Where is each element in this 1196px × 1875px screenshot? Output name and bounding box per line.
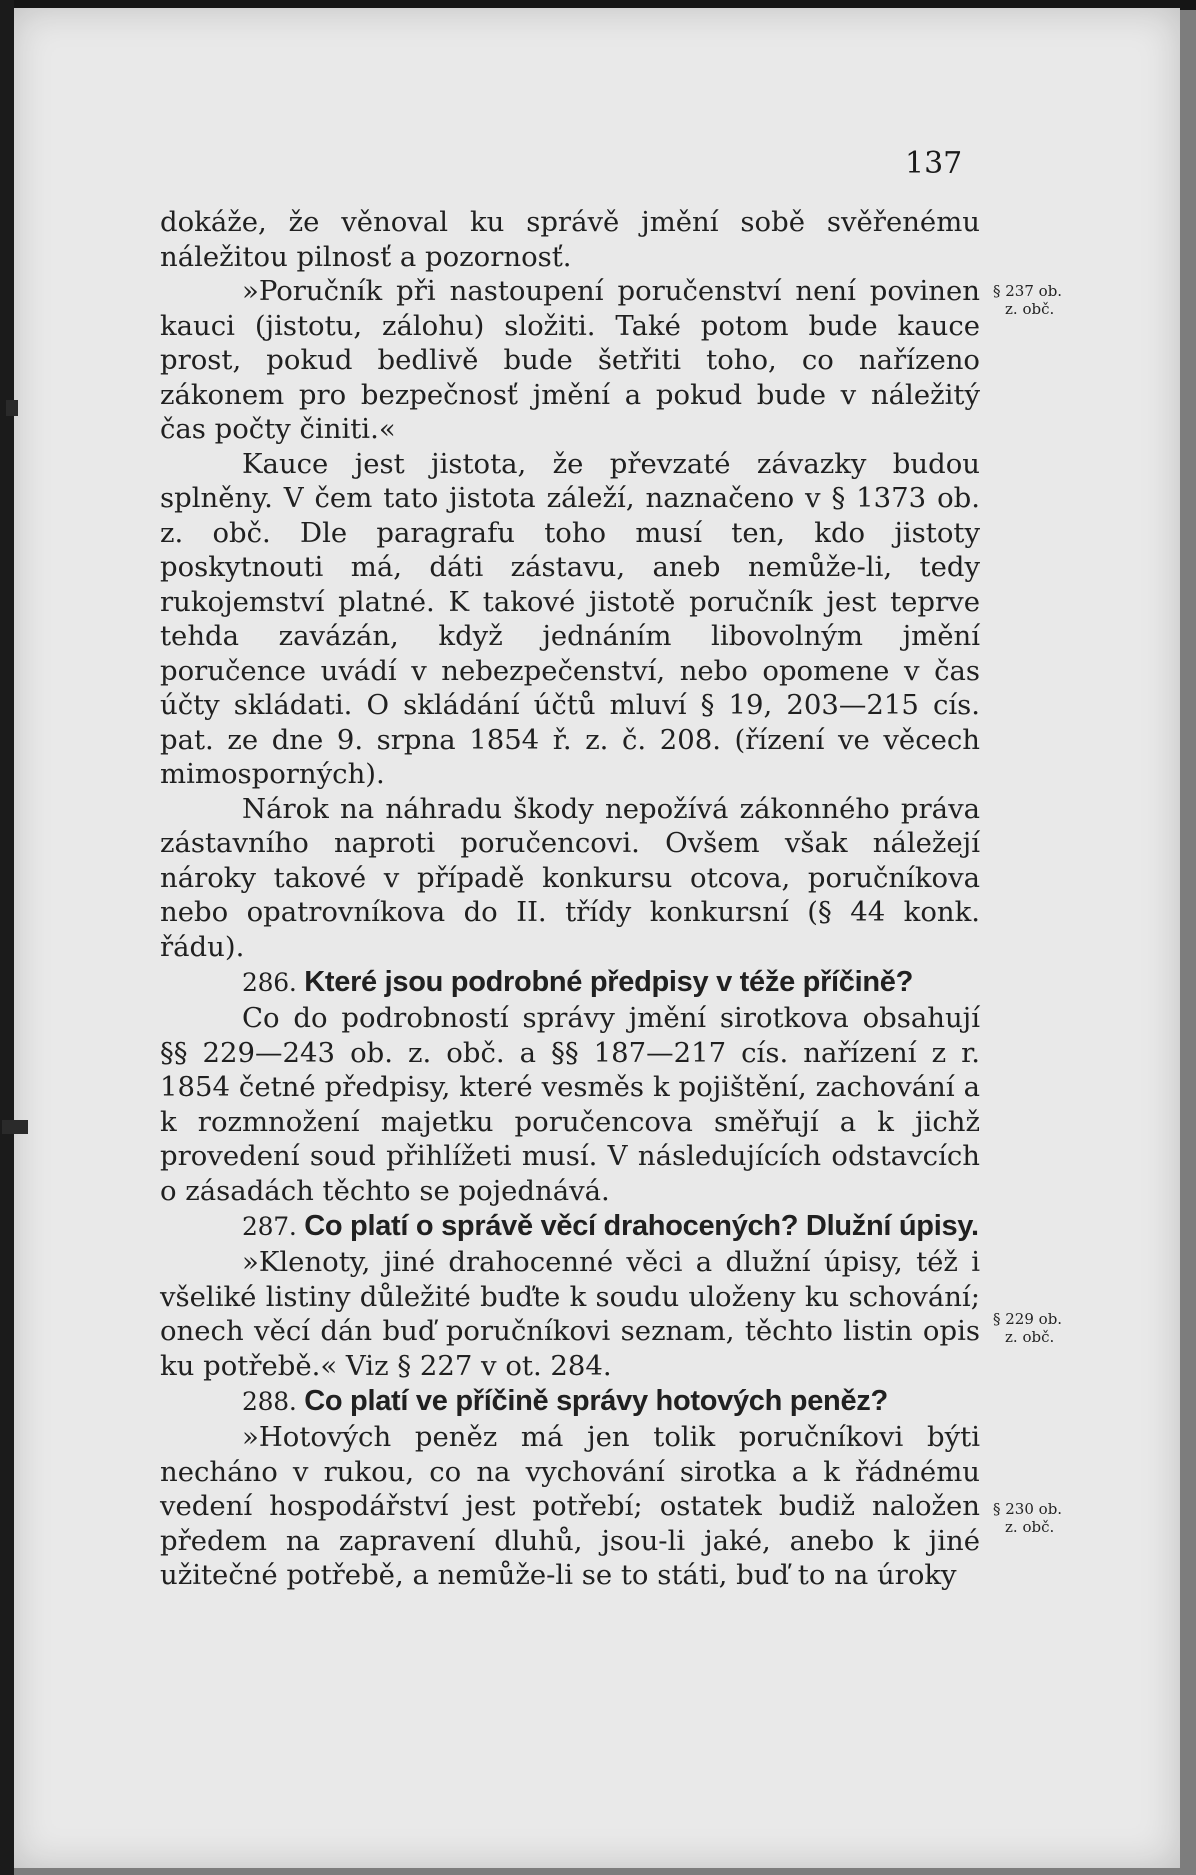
binding-mark	[6, 400, 18, 416]
question-text: Které jsou podrobné předpisy v téže příčině?	[304, 966, 914, 998]
page-body	[160, 205, 980, 1593]
margin-note	[993, 1310, 1083, 1346]
paragraph: Co do podrobností správy jmění sirotkova obsahují §§ 229—243 ob. z. obč. a §§ 187—217 cís. nařízení z r. 1854 četné předpisy, které vesměs k pojištění, zachování a k rozmnožení majetku poručencova směřují a k jichž provedení soud přihlížeti musí. V následujících odstavcích o zásadách těchto se pojednává.	[160, 1002, 980, 1207]
margin-note-code: z. obč.	[1005, 300, 1055, 318]
binding-mark	[2, 1120, 28, 1134]
margin-note-ref: § 237 ob.	[993, 282, 1063, 300]
question-text: Co platí o správě věcí drahocených? Dlužní úpisy.	[304, 1210, 979, 1242]
margin-note	[993, 1500, 1083, 1536]
book-spine-edge	[0, 0, 14, 1875]
margin-note-ref: § 229 ob.	[993, 1310, 1063, 1328]
paragraph: »Klenoty, jiné drahocenné věci a dlužní úpisy, též i všeliké listiny důležité buďte k soudu uloženy ku schování; onech věcí dán buď poručníkovi seznam, těchto listin opis ku potřebě.« Viz § 227 v ot. 284.	[160, 1246, 980, 1382]
question-text: Co platí ve příčině správy hotových peněz?	[304, 1385, 888, 1417]
margin-note-code: z. obč.	[1005, 1518, 1055, 1536]
margin-note	[993, 282, 1083, 318]
margin-note-code: z. obč.	[1005, 1328, 1055, 1346]
page-number: 137	[905, 146, 963, 181]
question-number: 287.	[242, 1212, 297, 1241]
paragraph: dokáže, že věnoval ku správě jmění sobě svěřenému náležitou pilnosť a pozornosť.	[160, 206, 980, 273]
paragraph: »Hotových peněz má jen tolik poručníkovi býti necháno v rukou, co na vychování sirotka a k řádnému vedení hospodářství jest potřebí; ostatek budiž naložen předem na zapravení dluhů, jsou-li jaké, anebo k jiné užitečné potřebě, a nemůže-li se to státi, buď to na úroky	[160, 1421, 980, 1591]
question-number: 288.	[242, 1387, 297, 1416]
paragraph: »Poručník při nastoupení poručenství není povinen kauci (jistotu, zálohu) složiti. Také potom bude kauce prost, pokud bedlivě bude šetřiti toho, co nařízeno zákonem pro bezpečnosť jmění a pokud bude v náležitý čas počty činiti.«	[160, 275, 980, 445]
question-heading	[160, 1383, 980, 1420]
question-heading	[160, 964, 980, 1001]
question-heading	[160, 1208, 980, 1245]
paragraph: Kauce jest jistota, že převzaté závazky budou splněny. V čem tato jistota záleží, naznačeno v § 1373 ob. z. obč. Dle paragrafu toho musí ten, kdo jistoty poskytnouti má, dáti zástavu, aneb nemůže-li, tedy rukojemství platné. K takové jistotě poručník jest teprve tehda zavázán, když jednáním libovolným jmění poručence uvádí v nebezpečenství, nebo opomene v čas účty skládati. O skládání účtů mluví § 19, 203—215 cís. pat. ze dne 9. srpna 1854 ř. z. č. 208. (řízení ve věcech mimosporných).	[160, 447, 980, 790]
question-number: 286.	[242, 968, 297, 997]
paragraph: Nárok na náhradu škody nepožívá zákonného práva zástavního naproti poručencovi. Ovšem však náležejí nároky takové v případě konkursu otcova, poručníkova nebo opatrovníkova do II. třídy konkursní (§ 44 konk. řádu).	[160, 792, 980, 963]
margin-note-ref: § 230 ob.	[993, 1500, 1063, 1518]
